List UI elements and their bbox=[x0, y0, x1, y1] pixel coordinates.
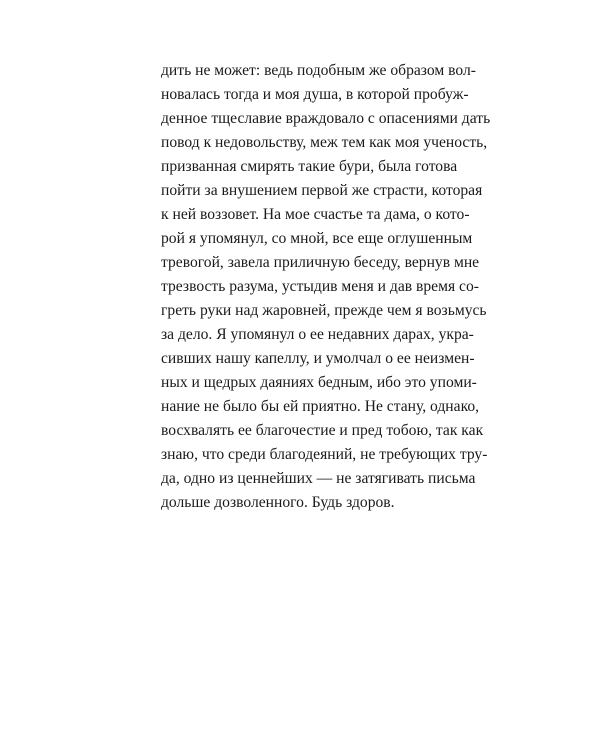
text-line: тревогой, завела приличную беседу, вернув мне bbox=[161, 254, 480, 271]
text-line: да, одно из ценнейших — не затягивать письма bbox=[161, 470, 476, 487]
text-line: знаю, что среди благодеяний, не требующих тру- bbox=[161, 446, 488, 463]
text-line: пойти за внушением первой же страсти, которая bbox=[161, 182, 483, 199]
text-line: рой я упомянул, со мной, все еще оглушенным bbox=[161, 230, 473, 247]
text-line: повод к недовольству, меж тем как моя ученость, bbox=[161, 134, 488, 151]
text-line: нание не было бы ей приятно. Не стану, однако, bbox=[161, 398, 480, 415]
text-line: греть руки над жаровней, прежде чем я возьмусь bbox=[161, 302, 487, 319]
text-line: за дело. Я упомянул о ее недавних дарах, укра- bbox=[161, 326, 474, 343]
body-text bbox=[161, 59, 491, 515]
text-line-last: дольше дозволенного. Будь здоров. bbox=[161, 494, 395, 511]
text-line: к ней воззовет. На мое счастье та дама, о кото- bbox=[161, 206, 470, 223]
text-line: сивших нашу капеллу, и умолчал о ее неизмен- bbox=[161, 350, 475, 367]
text-line: денное тщеславие враждовало с опасениями дать bbox=[161, 110, 491, 127]
text-line: новалась тогда и моя душа, в которой пробуж- bbox=[161, 86, 469, 103]
text-line: ных и щедрых даяниях бедным, ибо это упоми- bbox=[161, 374, 477, 391]
text-line: призванная смирять такие бури, была готова bbox=[161, 158, 458, 175]
text-line: восхвалять ее благочестие и пред тобою, так как bbox=[161, 422, 484, 439]
text-line: дить не может: ведь подобным же образом вол- bbox=[161, 62, 476, 79]
text-line: трезвость разума, устыдив меня и дав время со- bbox=[161, 278, 479, 295]
